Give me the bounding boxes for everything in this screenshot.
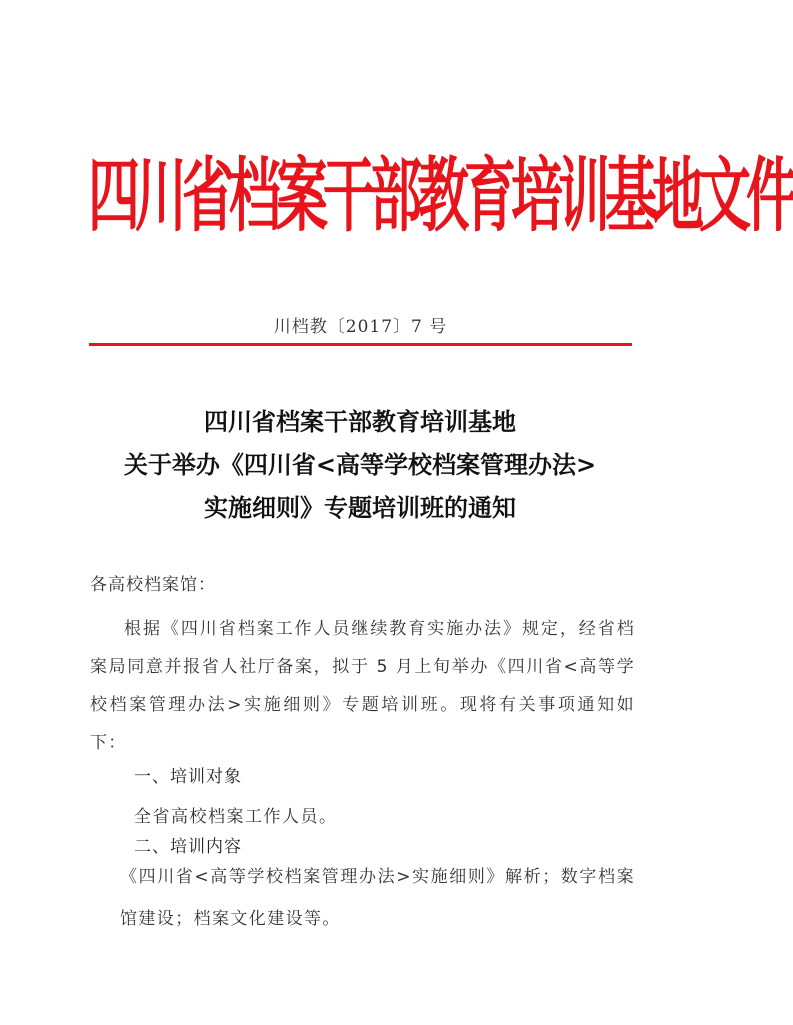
section-content-training-content: 《四川省<高等学校档案管理办法>实施细则》解析；数字档案馆建设；档案文化建设等。: [120, 867, 635, 929]
section-heading-training-target: 一、培训对象: [134, 767, 242, 787]
section-content-training-target: 全省高校档案工作人员。: [134, 807, 338, 827]
title-line-1: 四川省档案干部教育培训基地: [204, 407, 516, 436]
document-title: [60, 400, 660, 529]
red-divider-rule: [89, 343, 632, 346]
section-heading-training-content: 二、培训内容: [134, 837, 242, 857]
salutation: 各高校档案馆：: [90, 575, 216, 595]
intro-paragraph: 根据《四川省档案工作人员继续教育实施办法》规定，经省档案局同意并报省人社厅备案，拟于 5 月上旬举办《四川省<高等学校档案管理办法>实施细则》专题培训班。现将有关事项通知如下：: [90, 619, 635, 753]
title-line-3: 实施细则》专题培训班的通知: [204, 493, 516, 522]
organization-banner: 四川省档案干部教育培训基地文件: [88, 150, 793, 244]
document-number: 川档教〔2017〕7 号: [273, 317, 448, 337]
title-line-2: 关于举办《四川省<高等学校档案管理办法>: [123, 450, 597, 479]
